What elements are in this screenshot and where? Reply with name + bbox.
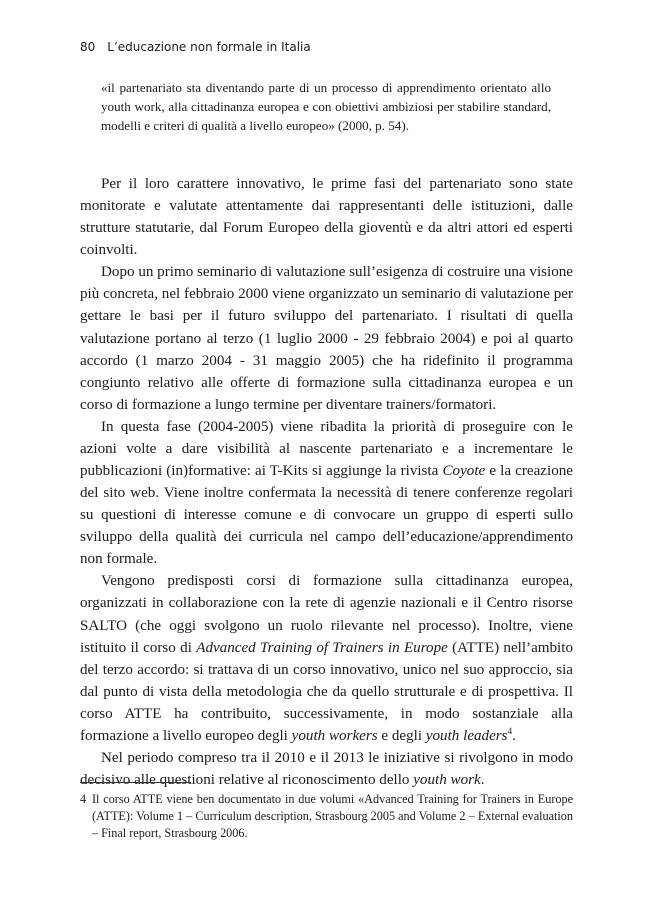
italic-coyote: Coyote bbox=[442, 463, 486, 480]
paragraph-4: Vengono predisposti corsi di formazione sulla cittadinanza europea, organizzati in collaborazione con la rete di agenzie nazionali e il Centro risorse SALTO (che oggi svolgono un ruolo rilevante nel processo). Inoltre, viene istituito il corso di Advanced Training of Trainers in Europe (ATTE) nell’ambito del terzo accordo: si trattava di un corso innovativo, unico nel suo approccio, sia dal punto di vista della metodologia che da quello strutturale e di prospettiva. Il corso ATTE ha contribuito, successivamente, in modo sostanziale alla formazione a livello europeo degli youth workers e degli youth leaders$^4$. bbox=[80, 573, 573, 744]
running-header bbox=[80, 40, 311, 54]
block-quote: «il partenariato sta diventando parte di un processo di apprendimento orientato allo youth work, alla cittadinanza europea e con obiettivi ambiziosi per stabilire standard, modelli e criteri di qualità a livello europeo» (2000, p. 54). bbox=[101, 80, 551, 133]
italic-youth-leaders: youth leaders bbox=[425, 727, 508, 744]
page-number: 80 bbox=[80, 40, 96, 54]
footnote-text: Il corso ATTE viene ben documentato in due volumi «Advanced Training for Trainers in Europe (ATTE): Volume 1 – Curriculum description, Strasbourg 2005 and Volume 2 – External evaluation – Final report, Strasbourg 2006. bbox=[92, 792, 573, 840]
italic-atte: Advanced Training of Trainers in Europe bbox=[196, 639, 448, 656]
paragraph-1: Per il loro carattere innovativo, le prime fasi del partenariato sono state monitorate e valutate attentamente dai rappresentanti delle istituzioni, dalle strutture statutarie, dal Forum Europeo della gioventù e da altri attori ed esperti coinvolti. bbox=[80, 176, 573, 259]
paragraph-2: Dopo un primo seminario di valutazione sull’esigenza di costruire una visione più concreta, nel febbraio 2000 viene organizzato un seminario di valutazione per gettare le basi per il futuro sviluppo del partenariato. I risultati di quella valutazione portano al terzo (1 luglio 2000 - 29 febbraio 2004) e poi al quarto accordo (1 marzo 2004 - 31 maggio 2005) che ha ridefinito il programma congiunto relativo alle offerte di formazione sulla cittadinanza europea e un corso di formazione a lungo termine per diventare trainers/formatori. bbox=[80, 264, 573, 413]
italic-youth-work: youth work bbox=[413, 772, 481, 789]
paragraph-3: In questa fase (2004-2005) viene ribadita la priorità di proseguire con le azioni volte a dare visibilità al nascente partenariato e a incrementare le pubblicazioni (in)formative: ai T-Kits si aggiunge la rivista Coyote e la creazione del sito web. Viene inoltre confermata la necessità di tenere conferenze regolari su questioni di interesse comune e di convocare un gruppo di esperti sullo sviluppo della qualità dei curricula nel campo dell’educazione/apprendimento non formale. bbox=[80, 418, 573, 568]
footnote-ref[interactable]: 4 bbox=[507, 725, 513, 736]
footnote-divider bbox=[80, 782, 191, 783]
paragraph-5: Nel periodo compreso tra il 2010 e il 2013 le iniziative si rivolgono in modo decisivo alle questioni relative al riconoscimento dello youth work. bbox=[80, 750, 573, 789]
body-text bbox=[80, 173, 573, 791]
running-title: L’educazione non formale in Italia bbox=[107, 40, 311, 54]
italic-youth-workers: youth workers bbox=[291, 727, 378, 744]
footnote-number: 4 bbox=[80, 792, 87, 806]
footnote bbox=[80, 791, 573, 842]
